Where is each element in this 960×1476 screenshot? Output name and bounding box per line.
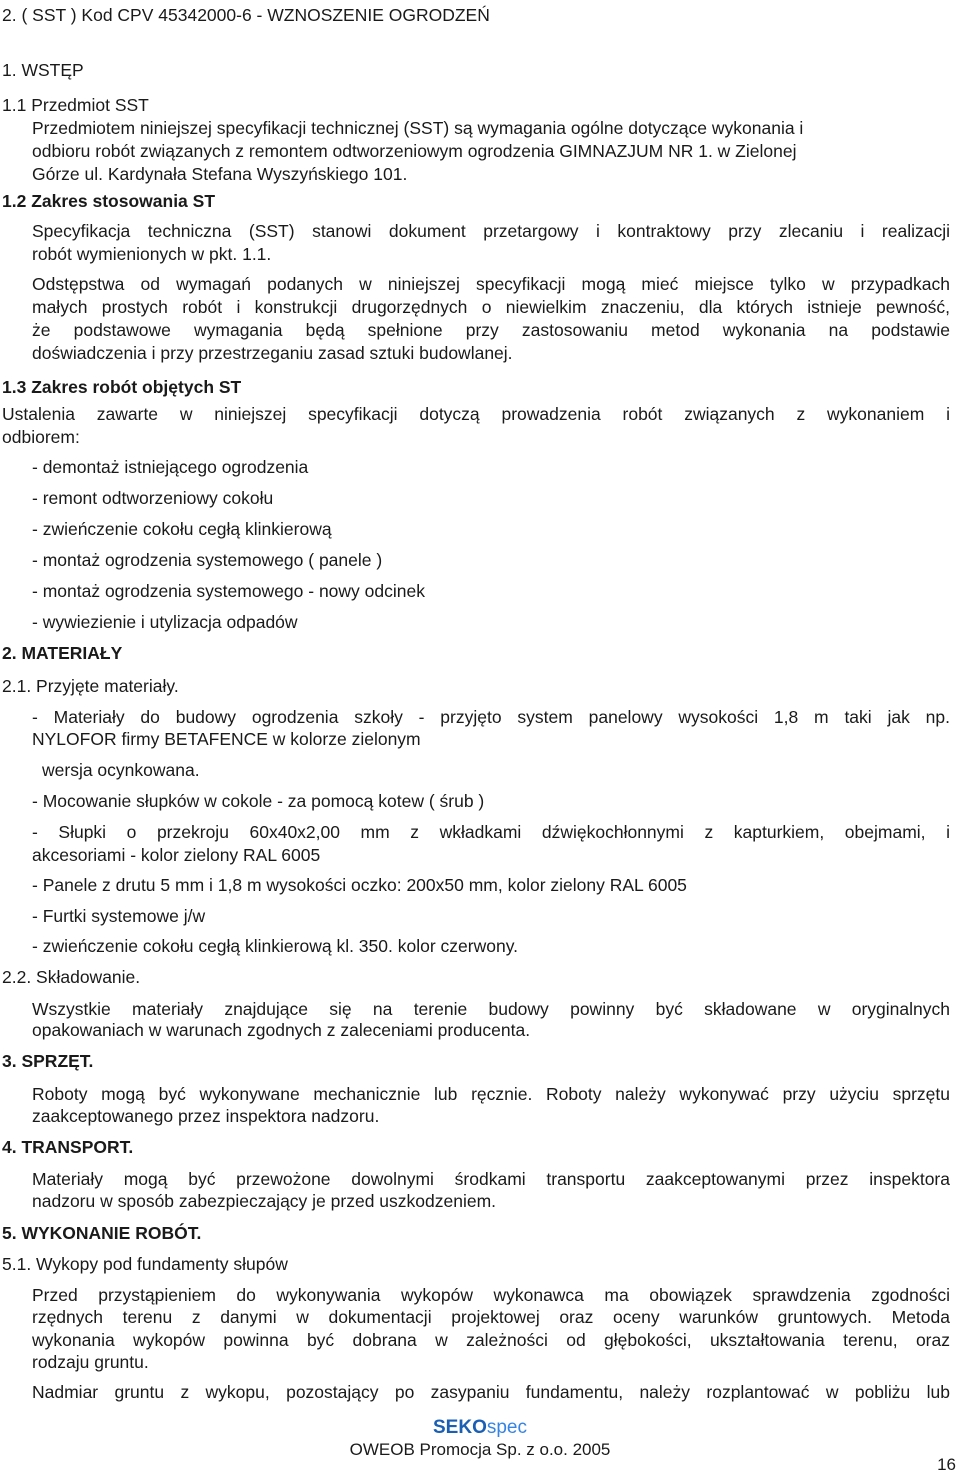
paragraph-line: rzędnych terenu z danymi w dokumentacji projektowej oraz oceny warunków gruntowych. Metoda	[32, 1307, 950, 1327]
paragraph-line: odbiorem:	[2, 427, 80, 447]
paragraph-line: - Słupki o przekroju 60x40x2,00 mm z wkładkami dźwiękochłonnymi z kapturkiem, obejmami, i	[32, 822, 950, 842]
logo-part-1: SEKO	[433, 1417, 487, 1438]
list-item: - zwieńczenie cokołu cegłą klinkierową	[32, 519, 332, 539]
paragraph-line: NYLOFOR firmy BETAFENCE w kolorze zielonym	[32, 729, 421, 749]
paragraph-line: robót wymienionych w pkt. 1.1.	[32, 244, 272, 264]
page-number: 16	[937, 1455, 956, 1474]
list-item: - demontaż istniejącego ogrodzenia	[32, 457, 309, 477]
section-3-heading: 3. SPRZĘT.	[2, 1051, 94, 1071]
paragraph-line: - Panele z drutu 5 mm i 1,8 m wysokości oczko: 200x50 mm, kolor zielony RAL 6005	[32, 875, 687, 895]
paragraph-line: Specyfikacja techniczna (SST) stanowi dokument przetargowy i kontraktowy przy zlecaniu i realizacji	[32, 221, 950, 241]
section-2-heading: 2. MATERIAŁY	[2, 643, 123, 663]
list-item: - remont odtworzeniowy cokołu	[32, 488, 274, 508]
paragraph-line: wersja ocynkowana.	[42, 760, 200, 780]
paragraph-line: że podstawowe wymagania będą spełnione przy zastosowaniu metod wykonania na podstawie	[32, 320, 950, 340]
list-item: - montaż ogrodzenia systemowego - nowy odcinek	[32, 581, 425, 601]
paragraph-line: Przed przystąpieniem do wykonywania wykopów wykonawca ma obowiązek sprawdzenia zgodności	[32, 1285, 950, 1305]
document-header: 2. ( SST ) Kod CPV 45342000-6 - WZNOSZENIE OGRODZEŃ	[2, 5, 490, 25]
paragraph-line: małych prostych robót i konstrukcji drugorzędnych o niewielkim znaczeniu, dla których istnieje pewność,	[32, 297, 950, 317]
section-5-1-heading: 5.1. Wykopy pod fundamenty słupów	[2, 1254, 288, 1274]
paragraph-line: wykonania wykopów powinna być dobrana w zależności od głębokości, ukształtowania terenu, oraz	[32, 1330, 950, 1350]
paragraph-line: nadzoru w sposób zabezpieczający je przed uszkodzeniem.	[32, 1191, 497, 1211]
paragraph-line: Roboty mogą być wykonywane mechanicznie lub ręcznie. Roboty należy wykonywać przy użyciu sprzętu	[32, 1084, 950, 1104]
paragraph-line: - Mocowanie słupków w cokole - za pomocą kotew ( śrub )	[32, 791, 485, 811]
paragraph-line: zaakceptowanego przez inspektora nadzoru.	[32, 1106, 380, 1126]
section-5-heading: 5. WYKONANIE ROBÓT.	[2, 1223, 202, 1243]
paragraph-line: opakowaniach w warunach zgodnych z zaleceniami producenta.	[32, 1020, 531, 1040]
paragraph-line: Odstępstwa od wymagań podanych w niniejszej specyfikacji mogą mieć miejsce tylko w przypadkach	[32, 274, 950, 294]
section-1-1-heading: 1.1 Przedmiot SST	[2, 95, 149, 115]
paragraph-line: odbioru robót związanych z remontem odtworzeniowym ogrodzenia GIMNAZJUM NR 1. w Zielonej	[32, 141, 797, 161]
paragraph-line: rodzaju gruntu.	[32, 1352, 149, 1372]
paragraph-line: - Furtki systemowe j/w	[32, 906, 206, 926]
section-1-heading: 1. WSTĘP	[2, 60, 84, 80]
paragraph-line: Ustalenia zawarte w niniejszej specyfikacji dotyczą prowadzenia robót związanych z wykonaniem i	[2, 404, 950, 424]
section-1-3-heading: 1.3 Zakres robót objętych ST	[2, 377, 242, 397]
paragraph-line: Przedmiotem niniejszej specyfikacji technicznej (SST) są wymagania ogólne dotyczące wykonania i	[32, 118, 804, 138]
section-4-heading: 4. TRANSPORT.	[2, 1137, 134, 1157]
list-item: - wywiezienie i utylizacja odpadów	[32, 612, 298, 632]
footer-company: OWEOB Promocja Sp. z o.o. 2005	[349, 1440, 611, 1459]
section-1-2-heading: 1.2 Zakres stosowania ST	[2, 191, 216, 211]
paragraph-line: Materiały mogą być przewożone dowolnymi środkami transportu zaakceptowanymi przez inspektora	[32, 1169, 950, 1189]
footer-logo	[0, 1417, 960, 1439]
section-2-2-heading: 2.2. Składowanie.	[2, 967, 141, 987]
list-item: - montaż ogrodzenia systemowego ( panele )	[32, 550, 383, 570]
paragraph-line: akcesoriami - kolor zielony RAL 6005	[32, 845, 321, 865]
paragraph-line: Nadmiar gruntu z wykopu, pozostający po zasypaniu fundamentu, należy rozplantować w pobliżu lub	[32, 1382, 950, 1402]
paragraph-line: Wszystkie materiały znajdujące się na terenie budowy powinny być składowane w oryginalnych	[32, 999, 950, 1019]
paragraph-line: doświadczenia i przy przestrzeganiu zasad sztuki budowlanej.	[32, 343, 513, 363]
logo-part-2: spec	[486, 1417, 527, 1438]
paragraph-line: - Materiały do budowy ogrodzenia szkoły - przyjęto system panelowy wysokości 1,8 m taki jak np.	[32, 707, 950, 727]
section-2-1-heading: 2.1. Przyjęte materiały.	[2, 676, 179, 696]
paragraph-line: Górze ul. Kardynała Stefana Wyszyńskiego 101.	[32, 164, 408, 184]
paragraph-line: - zwieńczenie cokołu cegłą klinkierową kl. 350. kolor czerwony.	[32, 936, 519, 956]
